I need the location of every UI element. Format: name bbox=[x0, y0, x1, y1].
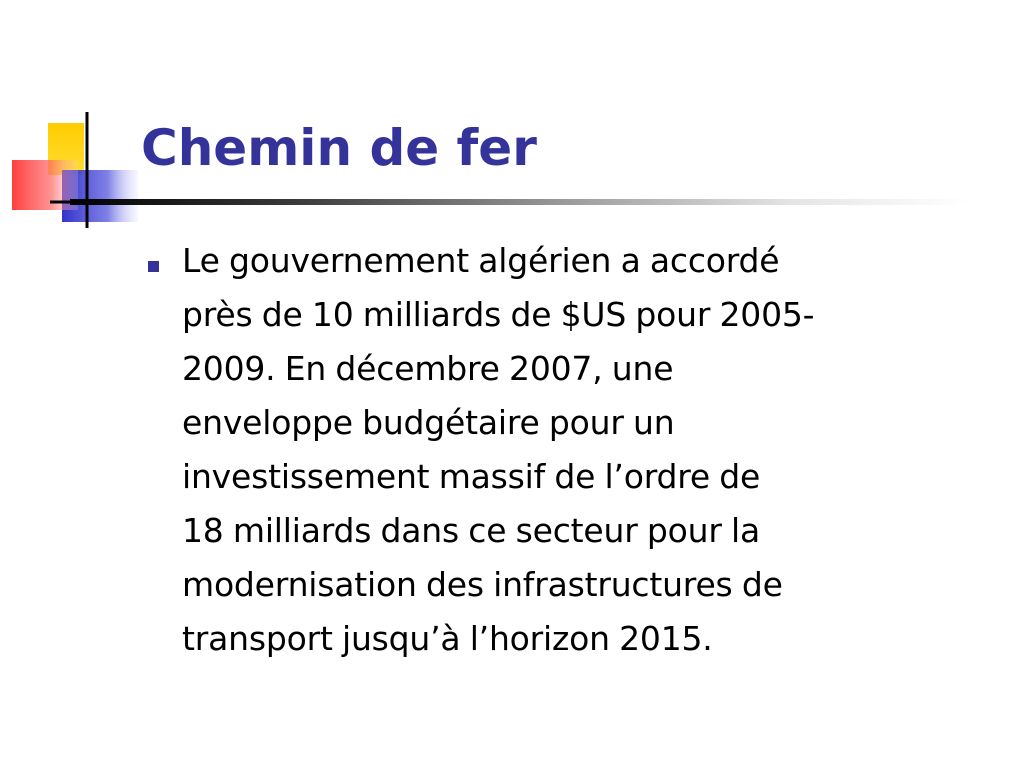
bullet-text bbox=[182, 234, 980, 666]
bullet-text-line: près de 10 milliards de $US pour 2005- bbox=[182, 295, 815, 334]
bullet-text-line: modernisation des infrastructures de bbox=[182, 565, 783, 604]
bullet-text-line: investissement massif de l’ordre de bbox=[182, 457, 761, 496]
bullet-text-line: Le gouvernement algérien a accordé bbox=[182, 241, 780, 280]
bullet-text-line: enveloppe budgétaire pour un bbox=[182, 403, 675, 442]
title-underline-rule bbox=[70, 199, 970, 205]
square-bullet-icon bbox=[148, 261, 159, 272]
bullet-text-line: transport jusqu’à l’horizon 2015. bbox=[182, 619, 713, 658]
slide-title: Chemin de fer bbox=[141, 119, 537, 177]
bullet-text-line: 18 milliards dans ce secteur pour la bbox=[182, 511, 760, 550]
bullet-list bbox=[140, 234, 980, 666]
bullet-text-line: 2009. En décembre 2007, une bbox=[182, 349, 674, 388]
bullet-item bbox=[140, 234, 980, 666]
